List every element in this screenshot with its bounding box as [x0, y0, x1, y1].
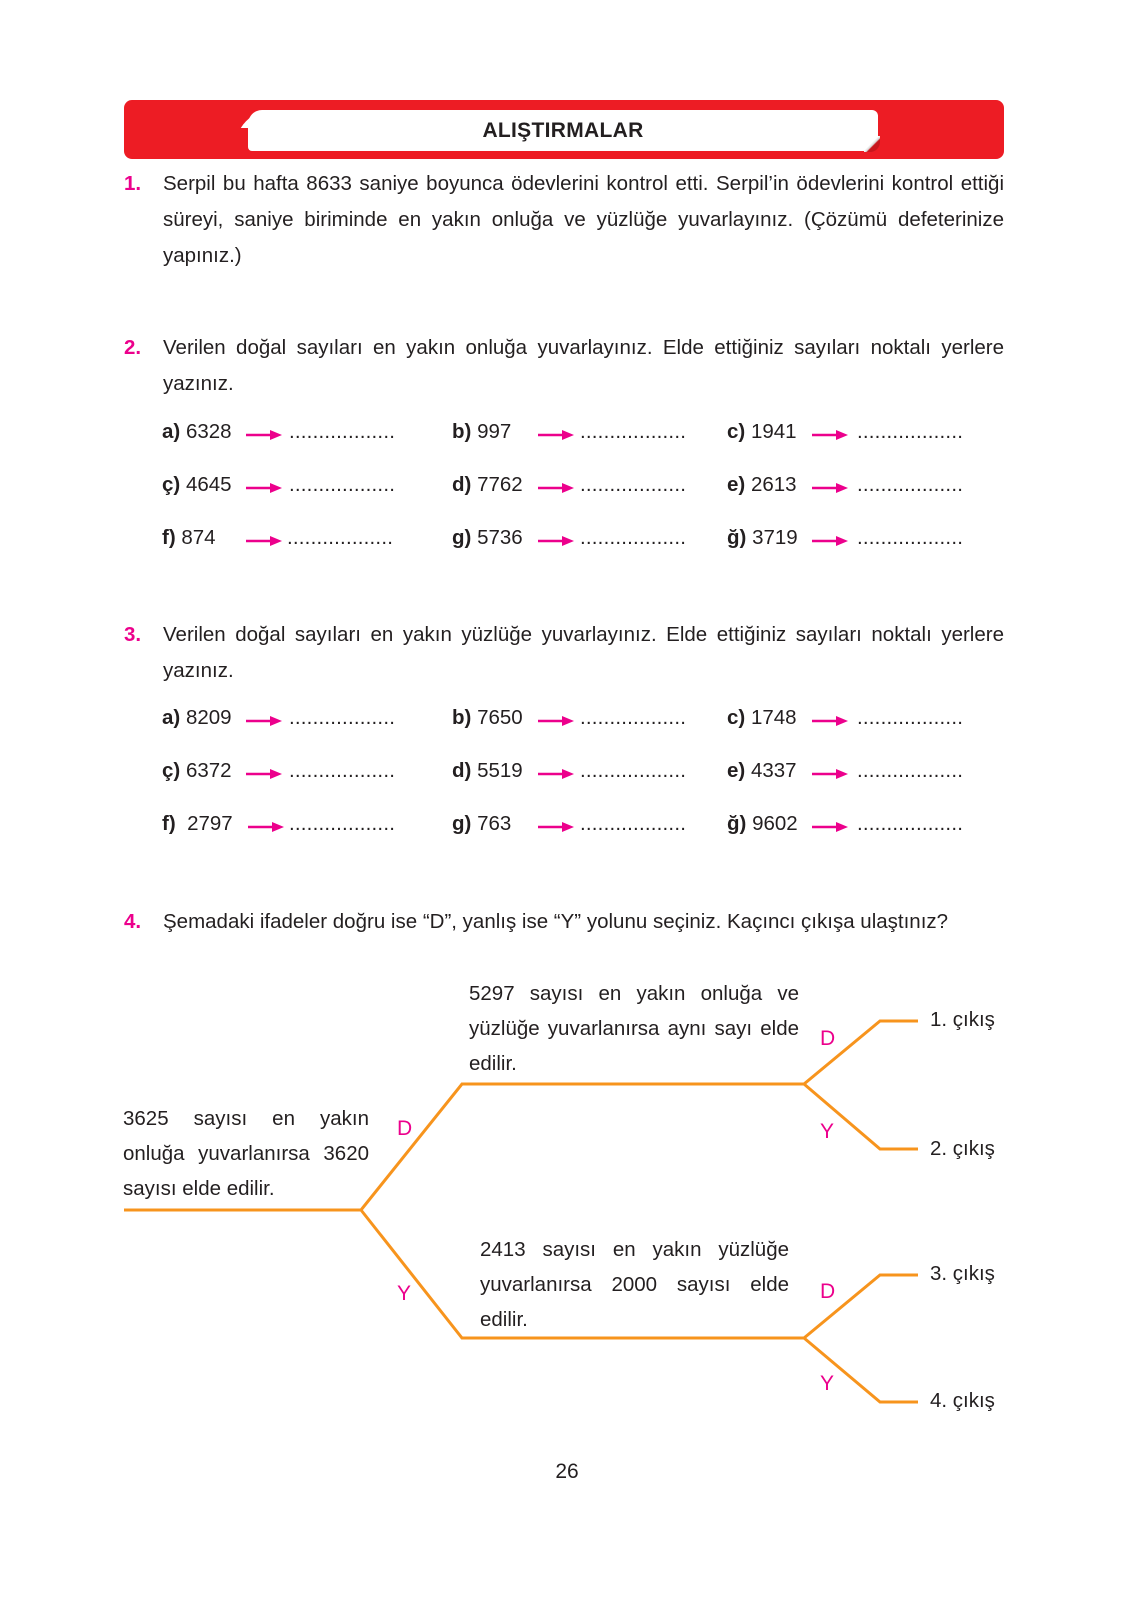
answer-blank[interactable]: ..................	[289, 473, 396, 496]
path-label-true: D	[820, 1280, 836, 1303]
exit-1: 1. çıkış	[930, 1008, 995, 1031]
q3-exercise-grid	[162, 706, 1002, 865]
item-value: 6328	[185, 420, 232, 443]
exercise-row	[162, 420, 1002, 473]
answer-blank[interactable]: ..................	[580, 473, 687, 496]
lower-statement: 2413 sayısı en yakın yüzlüğe yuvarlanırsa 2000 sayısı elde edilir.	[480, 1238, 789, 1331]
arrow-right-icon	[538, 483, 574, 493]
q2-exercise-grid	[162, 420, 1002, 579]
item-value: 4337	[750, 759, 797, 782]
answer-blank[interactable]: ..................	[580, 420, 687, 443]
question-text: Serpil bu hafta 8633 saniye boyunca ödevlerini kontrol etti. Serpil’in ödevlerini kontrol ettiği süreyi, saniye biriminde en yakın onluğa ve yüzlüğe yuvarlayınız. (Çözümü defeterinize yapınız.)	[163, 172, 1004, 267]
exercise-item	[162, 526, 216, 550]
exercise-item	[162, 812, 233, 836]
answer-blank[interactable]: ..................	[857, 759, 964, 782]
question-text: Şemadaki ifadeler doğru ise “D”, yanlış ise “Y” yolunu seçiniz. Kaçıncı çıkışa ulaştınız?	[163, 910, 949, 933]
answer-blank[interactable]: ..................	[580, 759, 687, 782]
arrow-right-icon	[538, 822, 574, 832]
arrow-right-icon	[246, 536, 282, 546]
arrow-right-icon	[246, 769, 282, 779]
item-label: d)	[452, 473, 472, 496]
arrow-right-icon	[812, 716, 848, 726]
question-1	[124, 166, 1004, 274]
arrow-right-icon	[246, 430, 282, 440]
item-value: 8209	[185, 706, 232, 729]
arrow-right-icon	[538, 769, 574, 779]
arrow-right-icon	[248, 822, 284, 832]
item-label: f)	[162, 526, 176, 549]
path-label-false: Y	[820, 1372, 835, 1395]
exit-4: 4. çıkış	[930, 1389, 995, 1412]
exercise-row	[162, 473, 1002, 526]
question-number: 3.	[124, 623, 142, 646]
exercise-item	[727, 706, 797, 730]
question-number: 4.	[124, 910, 142, 933]
exercise-item	[162, 706, 232, 730]
item-label: ç)	[162, 759, 181, 782]
answer-blank[interactable]: ..................	[289, 706, 396, 729]
item-label: ç)	[162, 473, 181, 496]
item-label: c)	[727, 420, 746, 443]
item-label: e)	[727, 759, 746, 782]
exercise-item	[162, 420, 232, 444]
exercise-item	[452, 759, 523, 783]
question-4	[124, 904, 1004, 940]
answer-blank[interactable]: ..................	[857, 706, 964, 729]
item-value: 1941	[750, 420, 797, 443]
exercise-item	[162, 473, 232, 497]
question-text: Verilen doğal sayıları en yakın yüzlüğe yuvarlayınız. Elde ettiğiniz sayıları noktalı yerlere yazınız.	[163, 623, 1004, 682]
question-number: 1.	[124, 172, 142, 195]
item-label: b)	[452, 420, 472, 443]
question-number: 2.	[124, 336, 142, 359]
question-2	[124, 330, 1004, 402]
arrow-right-icon	[246, 716, 282, 726]
exercise-row	[162, 759, 1002, 812]
exercise-item	[452, 706, 523, 730]
item-label: ğ)	[727, 526, 747, 549]
exercise-row	[162, 812, 1002, 865]
answer-blank[interactable]: ..................	[287, 526, 394, 549]
item-label: a)	[162, 420, 181, 443]
item-label: e)	[727, 473, 746, 496]
item-value: 5736	[477, 526, 523, 549]
item-label: ğ)	[727, 812, 747, 835]
item-label: g)	[452, 812, 472, 835]
path-label-true: D	[820, 1027, 836, 1050]
item-value: 1748	[750, 706, 797, 729]
exercise-item	[162, 759, 232, 783]
answer-blank[interactable]: ..................	[857, 526, 964, 549]
item-value: 6372	[185, 759, 232, 782]
path-label-true: D	[397, 1117, 413, 1140]
answer-blank[interactable]: ..................	[857, 473, 964, 496]
exercise-row	[162, 706, 1002, 759]
page-title: ALIŞTIRMALAR	[482, 119, 644, 142]
arrow-right-icon	[538, 716, 574, 726]
answer-blank[interactable]: ..................	[289, 420, 396, 443]
answer-blank[interactable]: ..................	[289, 812, 396, 835]
arrow-right-icon	[246, 483, 282, 493]
exercise-item	[727, 812, 798, 836]
page-number: 26	[555, 1460, 579, 1483]
exercise-item	[727, 473, 797, 497]
answer-blank[interactable]: ..................	[857, 420, 964, 443]
arrow-right-icon	[812, 483, 848, 493]
answer-blank[interactable]: ..................	[857, 812, 964, 835]
answer-blank[interactable]: ..................	[580, 526, 687, 549]
question-3	[124, 617, 1004, 689]
arrow-right-icon	[812, 769, 848, 779]
answer-blank[interactable]: ..................	[580, 706, 687, 729]
item-value: 763	[477, 812, 512, 835]
question-text: Verilen doğal sayıları en yakın onluğa yuvarlayınız. Elde ettiğiniz sayıları noktalı yerlere yazınız.	[163, 336, 1004, 395]
start-statement: 3625 sayısı en yakın onluğa yuvarlanırsa 3620 sayısı elde edilir.	[123, 1107, 369, 1200]
item-value: 7762	[477, 473, 523, 496]
item-value: 874	[181, 526, 216, 549]
exercise-item	[452, 473, 523, 497]
item-value: 2613	[750, 473, 797, 496]
item-label: f)	[162, 812, 176, 835]
item-value: 997	[477, 420, 512, 443]
item-value: 5519	[477, 759, 523, 782]
arrow-right-icon	[812, 430, 848, 440]
answer-blank[interactable]: ..................	[289, 759, 396, 782]
exercise-item	[727, 759, 797, 783]
exercise-item	[727, 420, 797, 444]
item-value: 2797	[187, 812, 233, 835]
item-value: 9602	[752, 812, 798, 835]
item-label: c)	[727, 706, 746, 729]
exit-3: 3. çıkış	[930, 1262, 995, 1285]
exercise-item	[452, 526, 523, 550]
exercise-item	[727, 526, 798, 550]
item-label: b)	[452, 706, 472, 729]
item-value: 7650	[477, 706, 523, 729]
exit-2: 2. çıkış	[930, 1137, 995, 1160]
exercise-item	[452, 812, 511, 836]
item-label: g)	[452, 526, 472, 549]
item-value: 3719	[752, 526, 798, 549]
item-label: a)	[162, 706, 181, 729]
path-label-false: Y	[397, 1282, 412, 1305]
exercise-item	[452, 420, 511, 444]
upper-statement: 5297 sayısı en yakın onluğa ve yüzlüğe yuvarlanırsa aynı sayı elde edilir.	[469, 982, 799, 1075]
answer-blank[interactable]: ..................	[580, 812, 687, 835]
arrow-right-icon	[538, 430, 574, 440]
exercise-row	[162, 526, 1002, 579]
arrow-right-icon	[812, 822, 848, 832]
arrow-right-icon	[812, 536, 848, 546]
item-value: 4645	[185, 473, 232, 496]
path-label-false: Y	[820, 1120, 835, 1143]
item-label: d)	[452, 759, 472, 782]
arrow-right-icon	[538, 536, 574, 546]
